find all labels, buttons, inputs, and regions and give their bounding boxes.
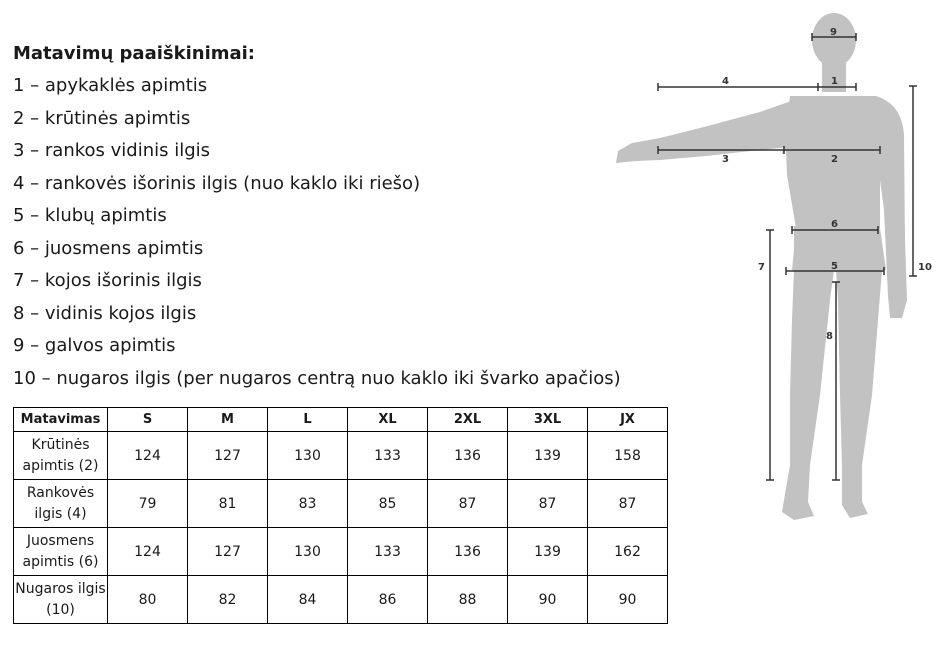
table-cell: 86 [348, 576, 428, 624]
header-size-s: S [108, 408, 188, 432]
legend-item-9: 9 – galvos apimtis [13, 335, 176, 356]
table-cell: 139 [508, 432, 588, 480]
table-cell: 80 [108, 576, 188, 624]
label-8: 8 [826, 331, 833, 342]
table-cell: 82 [188, 576, 268, 624]
table-cell: 130 [268, 432, 348, 480]
label-2: 2 [831, 154, 838, 165]
table-cell: 162 [588, 528, 668, 576]
label-9: 9 [830, 27, 837, 38]
body-measurement-figure [600, 0, 944, 540]
table-cell: 124 [108, 432, 188, 480]
label-1: 1 [831, 76, 838, 87]
table-row [14, 528, 668, 576]
header-size-3xl: 3XL [508, 408, 588, 432]
table-cell: 124 [108, 528, 188, 576]
measurement-legend [13, 38, 621, 395]
legend-item-8: 8 – vidinis kojos ilgis [13, 302, 197, 324]
table-cell: 87 [588, 480, 668, 528]
header-size-jx: JX [588, 408, 668, 432]
label-4: 4 [722, 76, 729, 87]
label-10: 10 [918, 262, 932, 273]
table-cell: 90 [508, 576, 588, 624]
table-cell: 158 [588, 432, 668, 480]
table-cell: 83 [268, 480, 348, 528]
header-size-m: M [188, 408, 268, 432]
legend-item-1: 1 – apykaklės apimtis [13, 75, 208, 96]
header-size-2xl: 2XL [428, 408, 508, 432]
size-table [13, 407, 668, 624]
table-row [14, 432, 668, 480]
legend-item-2: 2 – krūtinės apimtis [13, 107, 191, 129]
table-header-row [14, 408, 668, 432]
header-size-xl: XL [348, 408, 428, 432]
table-cell: 88 [428, 576, 508, 624]
legend-item-3: 3 – rankos vidinis ilgis [13, 140, 211, 161]
table-cell: 85 [348, 480, 428, 528]
table-cell: 90 [588, 576, 668, 624]
legend-item-6: 6 – juosmens apimtis [13, 237, 204, 259]
table-cell: 136 [428, 528, 508, 576]
label-6: 6 [831, 219, 838, 230]
legend-item-7: 7 – kojos išorinis ilgis [13, 270, 202, 291]
table-cell: 87 [508, 480, 588, 528]
table-cell: 130 [268, 528, 348, 576]
legend-item-10: 10 – nugaros ilgis (per nugaros centrą nuo kaklo iki švarko apačios) [13, 367, 621, 389]
table-cell: 81 [188, 480, 268, 528]
row-label: Nugaros ilgis (10) [14, 576, 108, 624]
row-label: Krūtinės apimtis (2) [14, 432, 108, 480]
label-7: 7 [758, 262, 765, 273]
table-cell: 79 [108, 480, 188, 528]
legend-item-5: 5 – klubų apimtis [13, 205, 167, 226]
table-cell: 84 [268, 576, 348, 624]
legend-title: Matavimų paaiškinimai: [13, 43, 256, 64]
table-cell: 136 [428, 432, 508, 480]
table-cell: 127 [188, 432, 268, 480]
header-size-l: L [268, 408, 348, 432]
row-label: Juosmens apimtis (6) [14, 528, 108, 576]
row-label: Rankovės ilgis (4) [14, 480, 108, 528]
header-measurement: Matavimas [14, 408, 108, 432]
table-row [14, 576, 668, 624]
legend-item-4: 4 – rankovės išorinis ilgis (nuo kaklo iki riešo) [13, 172, 421, 194]
table-cell: 127 [188, 528, 268, 576]
label-3: 3 [722, 154, 729, 165]
table-cell: 133 [348, 528, 428, 576]
table-cell: 133 [348, 432, 428, 480]
table-cell: 87 [428, 480, 508, 528]
table-cell: 139 [508, 528, 588, 576]
table-row [14, 480, 668, 528]
label-5: 5 [831, 261, 838, 272]
